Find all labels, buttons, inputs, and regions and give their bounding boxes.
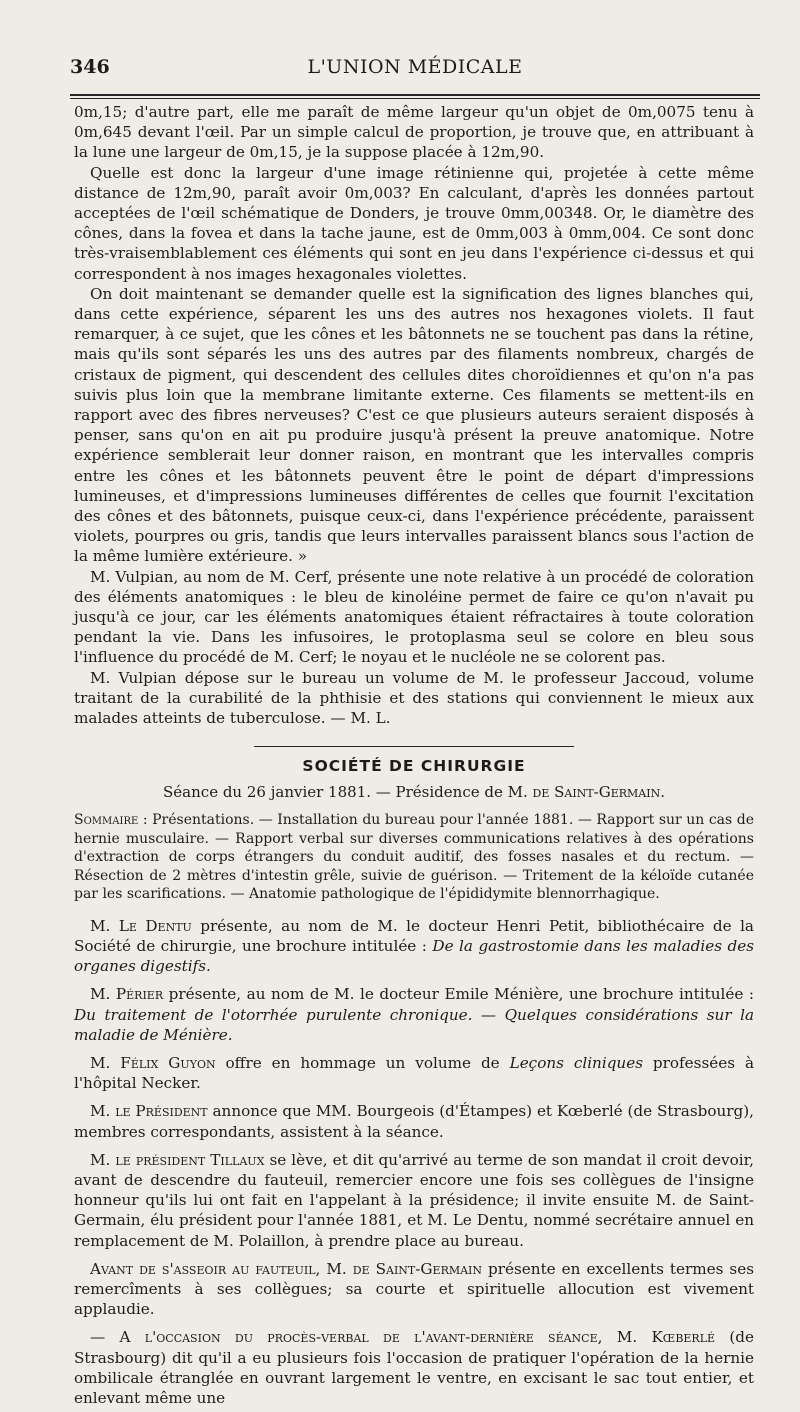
work-title: Leçons cliniques [509, 1054, 643, 1073]
speaker: M. Périer [90, 985, 164, 1004]
section-title: SOCIÉTÉ DE CHIRURGIE [302, 757, 526, 776]
paragraph-text: professées à l'hôpital Necker. [74, 1054, 754, 1093]
summary-label: Sommaire : [74, 812, 148, 829]
paragraph: 0m,15; d'autre part, elle me paraît de même largeur qu'un objet de 0m,0075 tenu à 0m,645 devant l'œil. Par un simple calcul de proportion, je trouve que, en attribuant à la lune une largeur de 0m,15, je la suppose placée à 12m,90. [74, 103, 754, 162]
paragraph-tillaux [74, 1150, 754, 1251]
work-title: Du traitement de l'otorrhée purulente chronique. — Quelques considérations sur la maladie de Ménière. [74, 1005, 754, 1044]
speaker: — A l'occasion du procès-verbal de l'avant-dernière séance, M. Kœberlé [90, 1328, 716, 1347]
paragraph-perier [74, 984, 754, 1045]
paragraph-saint-germain [74, 1259, 754, 1320]
session-president: de Saint-Germain. [532, 783, 665, 802]
paragraph-text: présente, au nom de M. le docteur Henri Petit, bibliothécaire de la Société de chirurgie, une brochure intitulée : [74, 916, 754, 955]
speaker: M. Félix Guyon [90, 1054, 216, 1073]
summary [74, 811, 754, 904]
speaker: Avant de s'asseoir au fauteuil, M. de Saint-Germain [90, 1259, 483, 1278]
paragraph-president [74, 1101, 754, 1141]
article-body [74, 102, 754, 1408]
speaker: M. Le Dentu [90, 916, 192, 935]
paragraph-text: annonce que MM. Bourgeois (d'Étampes) et Kœberlé (de Strasbourg), membres correspondants, assistent à la séance. [74, 1102, 754, 1141]
page-number: 346 [70, 56, 110, 78]
speaker: M. le président Tillaux [90, 1150, 265, 1169]
paragraph: M. Vulpian, au nom de M. Cerf, présente une note relative à un procédé de coloration des éléments anatomiques : le bleu de kinoléine permet de faire ce qu'on n'avait pu jusqu'à ce jour, car les éléments anatomiques étaient réfractaires à toute coloration pendant la vie. Dans les infusoires, le protoplasma seul se colore en bleu sous l'influence du procédé de M. Cerf; le noyau et le nucléole ne se colorent pas. [74, 567, 754, 667]
header-rule [70, 94, 760, 96]
session-line [74, 783, 754, 801]
section-divider [254, 746, 574, 747]
paragraph: Quelle est donc la largeur d'une image rétinienne qui, projetée à cette même distance de 12m,90, paraît avoir 0m,003? En calculant, d'après les données partout acceptées de l'œil schématique de Donders, je trouve 0mm,00348. Or, le diamètre des cônes, dans la fovea et dans la tache jaune, est de 0mm,003 à 0mm,004. Ce sont donc très-vraisemblablement ces éléments qui sont en jeu dans l'expérience ci-dessus et qui correspondent à nos images hexagonales violettes. [74, 163, 754, 283]
paragraph-text: (de Strasbourg) dit qu'il a eu plusieurs fois l'occasion de pratiquer l'opération de la hernie ombilicale étranglée en ouvrant largement le ventre, en excisant le sac tout entier, et enlevant même une [74, 1328, 754, 1408]
paragraph: On doit maintenant se demander quelle est la signification des lignes blanches qui, dans cette expérience, séparent les uns des autres nos hexagones violets. Il faut remarquer, à ce sujet, que les cônes et les bâtonnets ne se touchent pas dans la rétine, mais qu'ils sont séparés les uns des autres par des filaments nombreux, chargés de cristaux de pigment, qui descendent des cellules dites choroïdiennes et qu'on n'a pas suivis plus loin que la membrane limitante externe. Ces filaments se mettent-ils en rapport avec des fibres nerveuses? C'est ce que plusieurs auteurs seraient disposés à penser, sans qu'on en ait pu produire jusqu'à présent la preuve anatomique. Notre expérience semblerait leur donner raison, en montrant que les intervalles compris entre les cônes et les bâtonnets peuvent être le point de départ d'impressions lumineuses, et d'impressions lumineuses différentes de celles que fournit l'excitation des cônes et des bâtonnets, puisque ceux-ci, dans l'expérience précédente, paraissent violets, pourpres ou gris, tandis que leurs intervalles paraissent blancs sous l'action de la même lumière extérieure. » [74, 284, 754, 566]
paragraph-text: offre en hommage un volume de [215, 1054, 510, 1073]
paragraph-text: présente en excellents termes ses remercîments à ses collègues; sa courte et spirituelle allocution est vivement applaudie. [74, 1259, 754, 1319]
speaker: M. le Président [90, 1102, 208, 1121]
paragraph-koeberle [74, 1327, 754, 1408]
page-header [70, 56, 760, 86]
paragraph-guyon [74, 1053, 754, 1093]
summary-paragraph [74, 811, 754, 904]
running-title: L'UNION MÉDICALE [307, 56, 523, 78]
paragraph: M. Vulpian dépose sur le bureau un volume de M. le professeur Jaccoud, volume traitant de la curabilité de la phthisie et des stations qui conviennent le mieux aux malades atteints de tuberculose. — M. L. [74, 668, 754, 728]
session-prefix: Séance du 26 janvier 1881. — Présidence de M. [163, 783, 528, 802]
work-title: De la gastrostomie dans les maladies des organes digestifs. [74, 937, 754, 976]
summary-text: Présentations. — Installation du bureau pour l'année 1881. — Rapport sur un cas de hernie musculaire. — Rapport verbal sur diverses communications relatives à des opérations d'extraction de corps étrangers du conduit auditif, des fosses nasales et du rectum. — Résection de 2 mètres d'intestin grêle, suivie de guérison. — Tritement de la kéloïde cutanée par les scarifications. — Anatomie pathologique de l'épididymite blennorrhagique. [74, 812, 755, 903]
header-rule-thin [70, 98, 760, 99]
paragraph-text: se lève, et dit qu'arrivé au terme de son mandat il croit devoir, avant de descendre du fauteuil, remercier encore une fois ses collègues de l'insigne honneur qu'ils lui ont fait en l'appelant à la présidence; il invite ensuite M. de Saint-Germain, élu président pour l'année 1881, et M. Le Dentu, nommé secrétaire annuel en remplacement de M. Polaillon, à prendre place au bureau. [74, 1150, 755, 1250]
paragraph-text: présente, au nom de M. le docteur Emile Ménière, une brochure intitulée : [163, 985, 754, 1004]
paragraph-ledentu [74, 916, 754, 977]
